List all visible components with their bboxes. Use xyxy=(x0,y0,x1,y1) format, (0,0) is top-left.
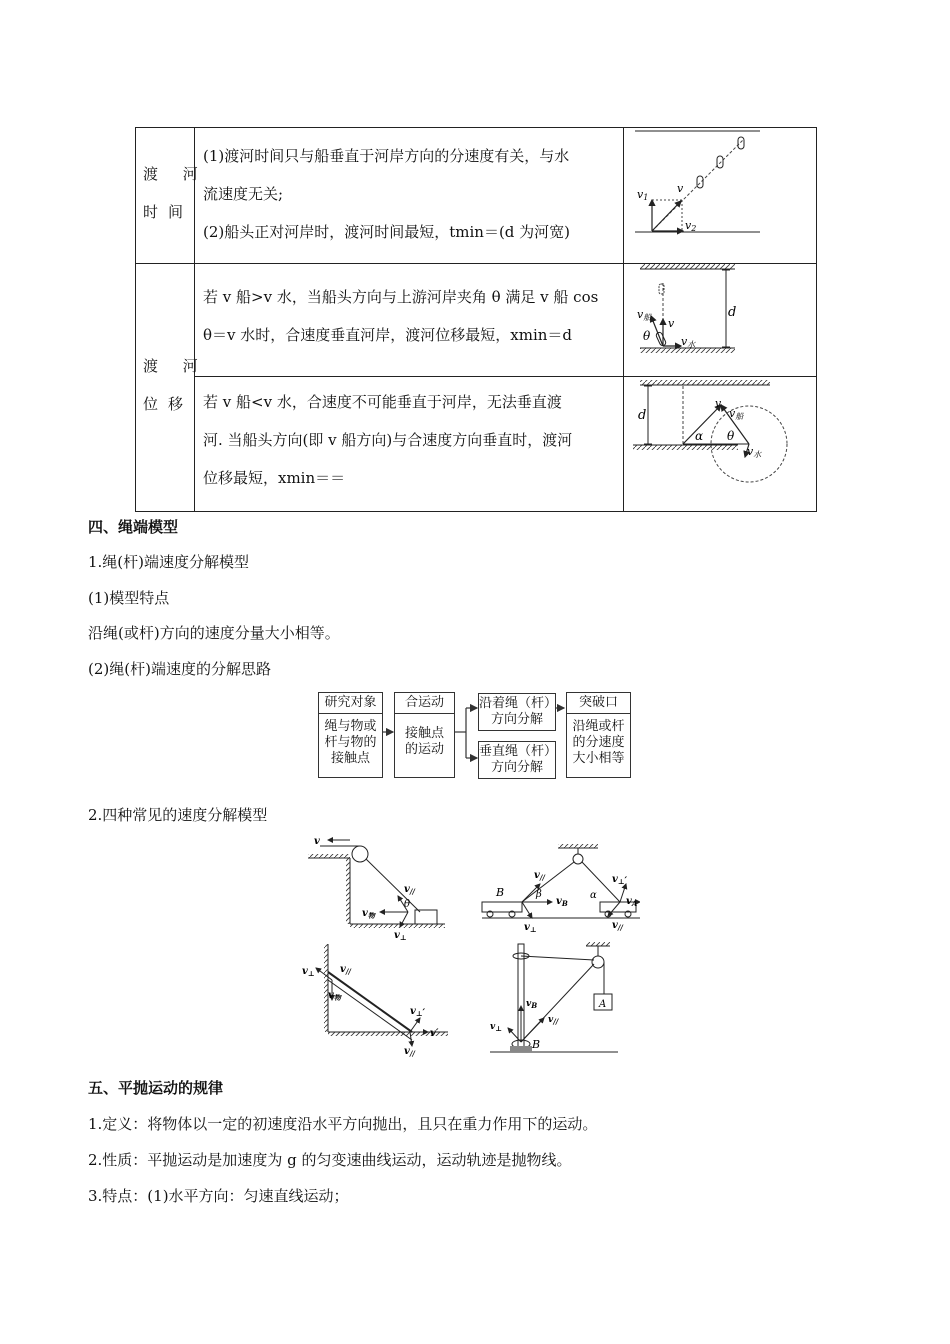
paragraph-decomposition-approach: (2)绳(杆)端速度的分解思路 xyxy=(88,660,271,678)
svg-text:v⊥: $v_\perp$ xyxy=(394,930,407,942)
table-border-bottom xyxy=(135,511,817,512)
svg-text:B: B xyxy=(496,886,505,899)
svg-text:v: v xyxy=(314,836,320,847)
svg-text:v2: v2 xyxy=(685,219,697,233)
svg-text:θ: θ xyxy=(404,899,411,910)
paragraph-rope-velocity-model: 1.绳(杆)端速度分解模型 xyxy=(88,553,250,571)
svg-text:v物: $v_物$ xyxy=(362,908,375,920)
svg-text:v: v xyxy=(668,317,675,330)
shortest-time-figure xyxy=(625,128,815,262)
svg-text:v物: $v_物$ xyxy=(328,990,341,1002)
four-decomposition-models-figure xyxy=(300,832,640,1060)
table-border-right xyxy=(816,127,817,512)
row-label-crossing-time: 渡 河 时间 xyxy=(143,165,208,221)
svg-text:v//: $v_{//}$ xyxy=(612,920,623,932)
svg-text:v: v xyxy=(677,182,684,195)
flowchart-box-perpendicular-rope: 垂直绳（杆） 方向分解 xyxy=(478,741,556,779)
svg-text:θ: θ xyxy=(643,329,651,343)
svg-text:v⊥′: $v_\perp'$ xyxy=(410,1006,426,1019)
svg-text:d: d xyxy=(638,408,647,423)
paragraph-definition: 1.定义：将物体以一定的初速度沿水平方向抛出，且只在重力作用下的运动。 xyxy=(88,1115,598,1133)
paragraph-characteristics: 3.特点：(1)水平方向：匀速直线运动； xyxy=(88,1187,349,1205)
shortest-displacement-figure-a xyxy=(625,264,815,375)
flowchart-box-resultant-motion: 合运动 接触点 的运动 xyxy=(394,692,455,778)
svg-text:A: A xyxy=(599,999,607,1010)
paragraph-four-models: 2.四种常见的速度分解模型 xyxy=(88,806,268,824)
svg-text:v: v xyxy=(715,397,722,410)
svg-text:vB: $v_B$ xyxy=(526,999,538,1010)
shortest-displacement-figure-b xyxy=(625,377,815,510)
svg-text:v⊥: $v_\perp$ xyxy=(490,1022,502,1033)
svg-text:v船: v船 xyxy=(729,407,744,421)
model-two-carts xyxy=(482,844,640,934)
svg-text:θ: θ xyxy=(727,429,735,443)
svg-text:vA: $v_A$ xyxy=(626,896,638,908)
svg-text:v⊥′: $v_\perp'$ xyxy=(612,874,628,887)
row-content-vship-less: 若 v 船<v 水，合速度不可能垂直于河岸，无法垂直渡 河. 当船头方向(即 v 船方向)与合速度方向垂直时，渡河 位移最短，xmin＝＝ xyxy=(203,393,573,487)
section-heading-rope-end-model: 四、绳端模型 xyxy=(88,518,179,536)
table-col-divider-2 xyxy=(623,127,624,512)
svg-text:v′: v′ xyxy=(430,1028,439,1039)
section-heading-projectile: 五、平抛运动的规律 xyxy=(88,1079,224,1097)
paragraph-model-features: (1)模型特点 xyxy=(88,589,170,607)
row-content-crossing-time: (1)渡河时间只与船垂直于河岸方向的分速度有关，与水 流速度无关; (2)船头正对河岸时，渡河时间最短，tmin＝(d 为河宽) xyxy=(203,147,571,241)
paragraph-nature: 2.性质：平抛运动是加速度为 g 的匀变速曲线运动，运动轨迹是抛物线。 xyxy=(88,1151,572,1169)
svg-text:v//: $v_{//}$ xyxy=(548,1015,559,1026)
row-content-vship-greater: 若 v 船>v 水，当船头方向与上游河岸夹角 θ 满足 v 船 cos θ＝v 水时，合速度垂直河岸，渡河位移最短，xmin＝d xyxy=(203,288,599,344)
svg-text:v⊥: $v_\perp$ xyxy=(302,966,315,978)
svg-text:v//: $v_{//}$ xyxy=(340,964,351,976)
svg-text:α: α xyxy=(695,429,704,443)
paragraph-equal-components: 沿绳(或杆)方向的速度分量大小相等。 xyxy=(88,624,340,642)
flowchart-box-breakthrough: 突破口 沿绳或杆 的分速度 大小相等 xyxy=(566,692,631,778)
flowchart-box-along-rope: 沿着绳（杆） 方向分解 xyxy=(478,693,556,731)
svg-text:v船: v船 xyxy=(637,308,652,322)
svg-text:v//: $v_{//}$ xyxy=(404,884,415,896)
svg-text:v水: v水 xyxy=(681,335,696,349)
svg-text:B: B xyxy=(532,1038,541,1051)
model-cliff-pulley xyxy=(308,836,445,942)
model-pole-ring xyxy=(490,942,618,1052)
svg-text:v水: v水 xyxy=(747,445,762,459)
svg-text:d: d xyxy=(728,305,737,320)
svg-text:β: β xyxy=(536,889,542,900)
svg-text:vB: $v_B$ xyxy=(556,896,568,908)
row-label-crossing-displacement: 渡 河 位移 xyxy=(143,357,208,413)
flowchart-box-research-object: 研究对象 绳与物或 杆与物的 接触点 xyxy=(318,692,383,778)
table-border-left xyxy=(135,127,136,512)
svg-text:v//: $v_{//}$ xyxy=(534,870,545,882)
svg-text:v⊥: $v_\perp$ xyxy=(524,922,537,934)
svg-text:v//: $v_{//}$ xyxy=(404,1046,415,1058)
svg-text:v1: v1 xyxy=(637,188,649,202)
model-sliding-rod xyxy=(302,944,448,1058)
svg-text:α: α xyxy=(590,890,597,901)
